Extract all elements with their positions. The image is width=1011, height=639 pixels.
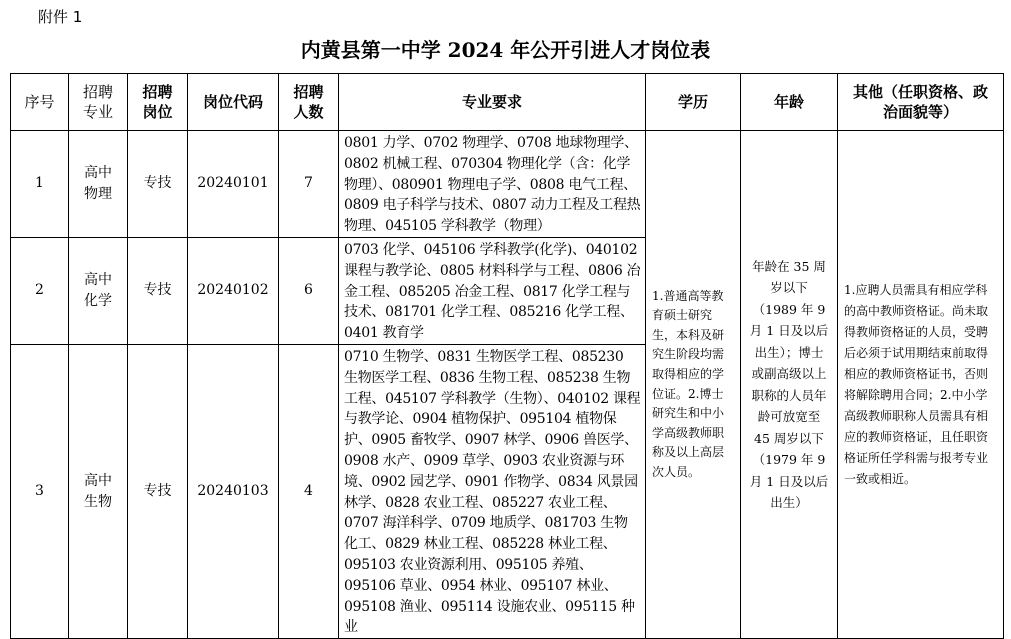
cell-seq: 3 [11,344,69,638]
cell-other: 1.应聘人员需具有相应学科的高中教师资格证。尚未取得教师资格证的人员，受聘后必须于试用期结束前取得相应的教师资格证书，否则将解除聘用合同；2.中小学高级教师职称人员需具有相应的教师资格证，且任职资格证所任学科需与报考专业一致或相近。 [838,131,1004,639]
cell-count: 4 [279,344,339,638]
header-count: 招聘人数 [279,74,339,131]
header-seq: 序号 [11,74,69,131]
cell-requirement: 0801 力学、0702 物理学、0708 地球物理学、0802 机械工程、070304 物理化学（含：化学物理）、080901 物理电子学、0808 电气工程、0809 电子科学与技术、0807 动力工程及工程热物理、045105 学科教学（物理） [339,131,646,238]
cell-requirement: 0710 生物学、0831 生物医学工程、085230 生物医学工程、0836 生物工程、085238 生物工程、045107 学科教学（生物）、040102 课程与教学论、0904 植物保护、095104 植物保护、0905 畜牧学、0907 林学、0906 兽医学、0908 水产、0909 草学、0903 农业资源与环境、0902 园艺学、0901 作物学、0834 风景园林学、0828 农业工程、085227 农业工程、0707 海洋科学、0709 地质学、081703 生物化工、0829 林业工程、085228 林业工程、095103 农业资源利用、095105 养殖、095106 草业、0954 林业、095107 林业、095108 渔业、095114 设施农业、095115 种业 [339,344,646,638]
header-specialty: 招聘专业 [69,74,128,131]
cell-seq: 1 [11,131,69,238]
header-education: 学历 [646,74,741,131]
header-age: 年龄 [741,74,838,131]
header-requirement: 专业要求 [339,74,646,131]
page-title: 内黄县第一中学 2024 年公开引进人才岗位表 [300,38,711,62]
attachment-label: 附件 1 [38,8,83,26]
header-code: 岗位代码 [188,74,279,131]
cell-education: 1.普通高等教育硕士研究生，本科及研究生阶段均需取得相应的学位证。2.博士研究生和中小学高级教师职称及以上高层次人员。 [646,131,741,639]
table-row [11,131,1004,238]
cell-specialty: 高中物理 [69,131,128,238]
cell-specialty: 高中生物 [69,344,128,638]
cell-code: 20240102 [188,237,279,344]
recruitment-table [10,73,1004,639]
cell-age: 年龄在 35 周岁以下（1989 年 9 月 1 日及以后出生）；博士或副高级以上职称的人员年龄可放宽至 45 周岁以下（1979 年 9 月 1 日及以后出生） [741,131,838,639]
header-other: 其他（任职资格、政治面貌等） [838,74,1004,131]
cell-post: 专技 [128,344,188,638]
cell-code: 20240101 [188,131,279,238]
cell-specialty: 高中化学 [69,237,128,344]
cell-count: 6 [279,237,339,344]
cell-code: 20240103 [188,344,279,638]
header-row [11,74,1004,131]
cell-seq: 2 [11,237,69,344]
cell-requirement: 0703 化学、045106 学科教学(化学)、040102 课程与教学论、0805 材料科学与工程、0806 冶金工程、085205 冶金工程、0817 化学工程与技术、081701 化学工程、085216 化学工程、0401 教育学 [339,237,646,344]
header-post: 招聘岗位 [128,74,188,131]
cell-post: 专技 [128,131,188,238]
cell-count: 7 [279,131,339,238]
cell-post: 专技 [128,237,188,344]
